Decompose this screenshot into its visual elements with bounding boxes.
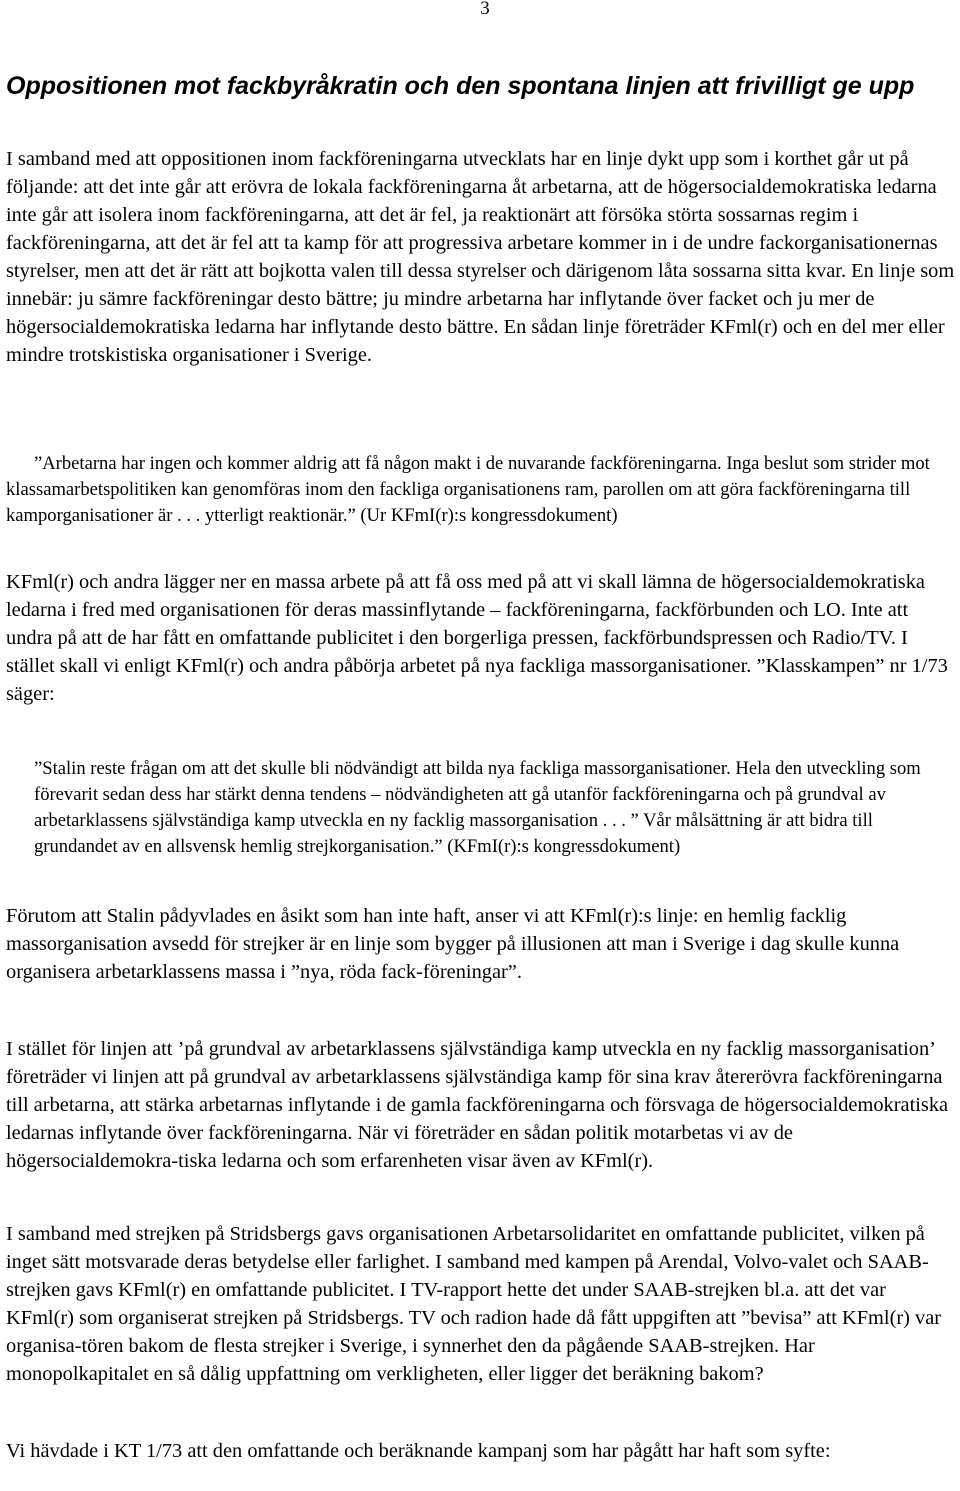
paragraph-6: Vi hävdade i KT 1/73 att den omfattande och beräknande kampanj som har pågått har haft som syfte: [6, 1440, 831, 1462]
paragraph-3: Förutom att Stalin pådyvlades en åsikt som han inte haft, anser vi att KFml(r):s linje: en hemlig facklig massorganisation avsedd för strejker är en linje som bygger på illusionen att man i Sverige i dag skulle kunna organisera arbetarklassens massa i ”nya, röda fack-föreningar”. [6, 905, 900, 983]
quote-2: ”Stalin reste frågan om att det skulle bli nödvändigt att bilda nya fackliga massorganisationer. Hela den utveckling som förevarit sedan dess har stärkt denna tendens – nödvändigheten att gå utanför fackföreningarna och på grundval av arbetarklassens självständiga kamp utveckla en ny facklig massorganisation . . . ” Vår målsättning är att bidra till grundandet av en allsvensk hemlig strejkorganisation.” (KFmI(r):s kongressdokument) [34, 758, 921, 857]
paragraph-5: I samband med strejken på Stridsbergs gavs organisationen Arbetarsolidaritet en omfattande publicitet, vilken på inget sätt motsvarade deras betydelse eller farlighet. I samband med kampen på Arendal, Volvo-valet och SAAB-strejken gavs KFml(r) en omfattande publicitet. I TV-rapport hette det under SAAB-strejken bl.a. att det var KFml(r) som organiserat strejken på Stridsbergs. TV och radion hade då fått uppgiften att ”bevisa” att KFml(r) var organisa-tören bakom de flesta strejker i Sverige, i synnerhet den da pågående SAAB-strejken. Har monopolkapitalet en så dålig uppfattning om verkligheten, eller ligger det beräkning bakom? [6, 1223, 942, 1385]
section-heading: Oppositionen mot fackbyråkratin och den spontana linjen att frivilligt ge upp [6, 72, 915, 100]
paragraph-2: KFml(r) och andra lägger ner en massa arbete på att få oss med på att vi skall lämna de högersocialdemokratiska ledarna i fred med organisationen för deras massinflytande – fackföreningarna, fackförbunden och LO. Inte att undra på att de har fått en omfattande publicitet i den borgerliga pressen, fackförbundspressen och Radio/TV. I stället skall vi enligt KFml(r) och andra påbörja arbetet på nya fackliga massorganisationer. ”Klasskampen” nr 1/73 säger: [6, 571, 948, 705]
paragraph-1: I samband med att oppositionen inom fackföreningarna utvecklats har en linje dykt upp som i korthet går ut på följande: att det inte går att erövra de lokala fackföreningarna åt arbetarna, att de högersocialdemokratiska ledarna inte går att isolera inom fackföreningarna, att det är fel, ja reaktionärt att försöka störta sossarnas regim i fackföreningarna, att det är fel att ta kamp för att progressiva arbetare kommer in i de undre fackorganisationernas styrelser, men att det är rätt att bojkotta valen till dessa styrelser och därigenom låta sossarna sitta kvar. En linje som innebär: ju sämre fackföreningar desto bättre; ju mindre arbetarna har inflytande över facket och ju mer de högersocialdemokratiska ledarna har inflytande desto bättre. En sådan linje företräder KFml(r) och en del mer eller mindre trotskistiska organisationer i Sverige. [6, 148, 955, 366]
page-number: 3 [480, 0, 490, 19]
paragraph-4: I stället för linjen att ’på grundval av arbetarklassens självständiga kamp utveckla en ny facklig massorganisation’ företräder vi linjen att på grundval av arbetarklassens självständiga kamp för sina krav återerövra fackföreningarna till arbetarna, att stärka arbetarnas inflytande i de gamla fackföreningarna och försvaga de högersocialdemokratiska ledarnas inflytande över fackföreningarna. När vi företräder en sådan politik motarbetas vi av de högersocialdemokra-tiska ledarna och som erfarenheten visar även av KFml(r). [6, 1038, 949, 1172]
quote-1: ”Arbetarna har ingen och kommer aldrig att få någon makt i de nuvarande fackföreningarna. Inga beslut som strider mot klassamarbetspolitiken kan genomföras inom den fackliga organisationens ram, parollen om att göra fackföreningarna till kamporganisationer är . . . ytterligt reaktionär.” (Ur KFmI(r):s kongressdokument) [6, 453, 930, 526]
